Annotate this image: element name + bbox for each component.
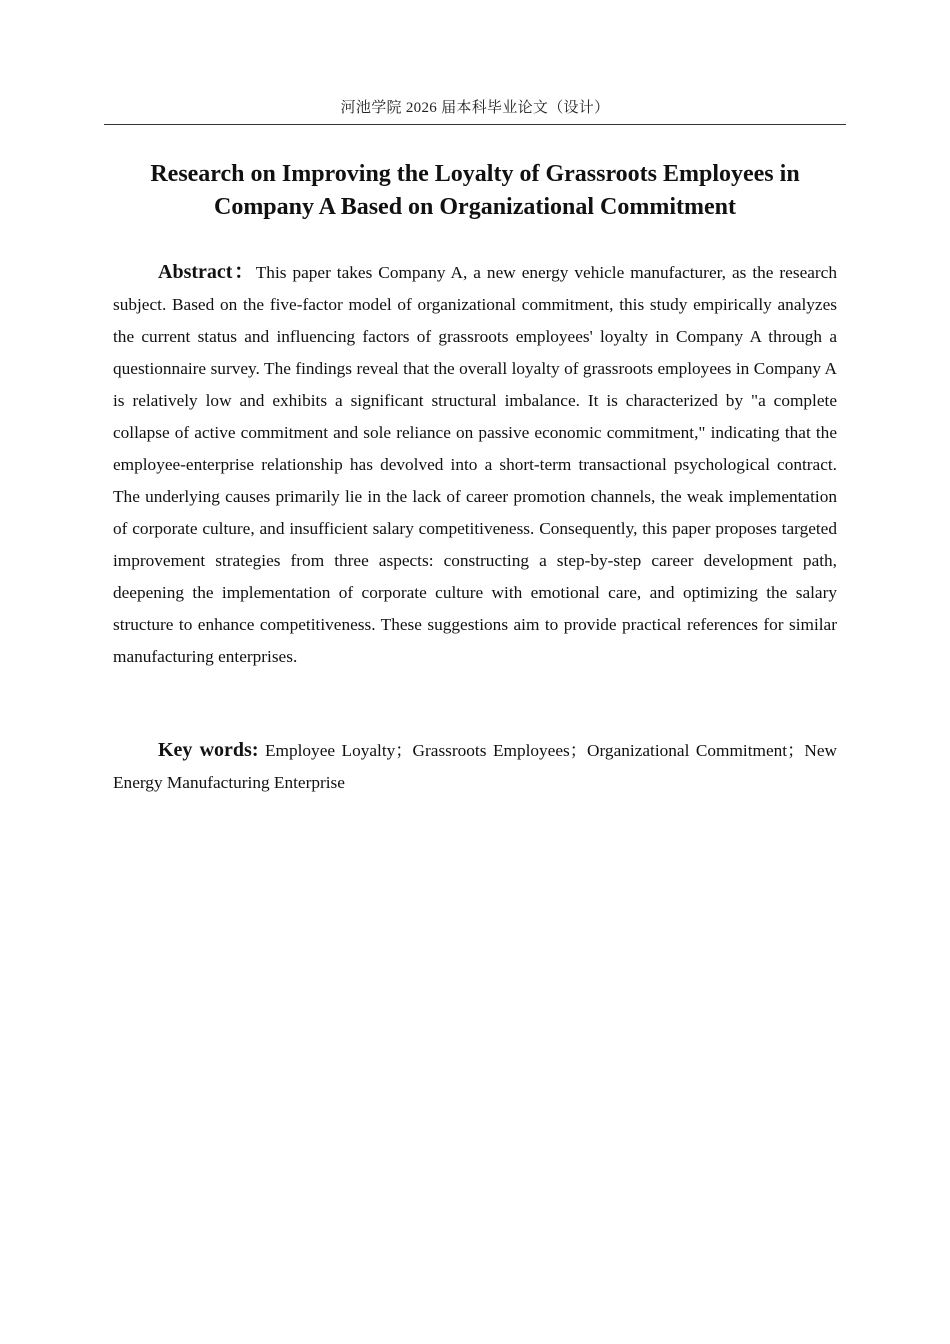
paper-title-line-2: Company A Based on Organizational Commitment bbox=[213, 194, 737, 220]
abstract-paragraph bbox=[113, 256, 837, 673]
paper-title-line-1: Research on Improving the Loyalty of Grassroots Employees in bbox=[150, 161, 800, 187]
header-divider bbox=[104, 124, 846, 125]
abstract-text: This paper takes Company A, a new energy vehicle manufacturer, as the research subject. Based on the five-factor model of organizational commitment, this study empirically analyzes the current status and influencing factors of grassroots employees' loyalty in Company A through a questionnaire survey. The findings reveal that the overall loyalty of grassroots employees in Company A is relatively low and exhibits a significant structural imbalance. It is characterized by "a complete collapse of active commitment and sole reliance on passive economic commitment," indicating that the employee-enterprise relationship has devolved into a short-term transactional psychological contract. The underlying causes primarily lie in the lack of career promotion channels, the weak implementation of corporate culture, and insufficient salary competitiveness. Consequently, this paper proposes targeted improvement strategies from three aspects: constructing a step-by-step career development path, deepening the implementation of corporate culture with emotional care, and optimizing the salary structure to enhance competitiveness. These suggestions aim to provide practical references for similar manufacturing enterprises. bbox=[113, 263, 837, 666]
abstract-label: Abstract： bbox=[158, 261, 256, 283]
keywords-label: Key words: bbox=[158, 739, 259, 761]
keywords-text: Employee Loyalty；Grassroots Employees；Organizational Commitment；New Energy Manufacturing Enterprise bbox=[113, 741, 837, 792]
paper-title bbox=[100, 158, 850, 224]
keywords-paragraph bbox=[113, 734, 837, 799]
running-header: 河池学院 2026 届本科毕业论文（设计） bbox=[340, 100, 610, 116]
